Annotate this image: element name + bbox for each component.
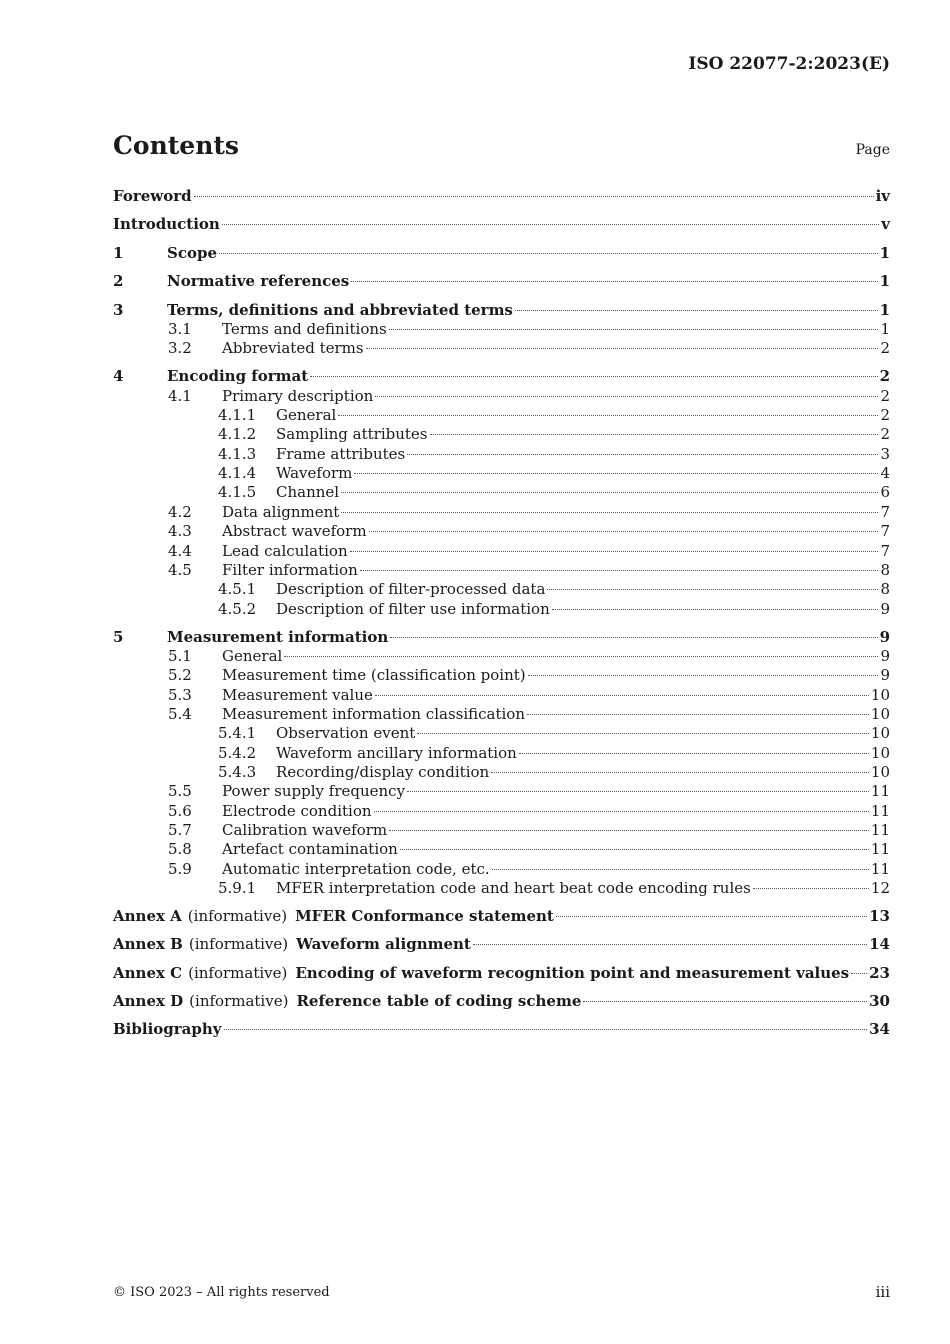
toc-entry-number: 5.2 xyxy=(168,666,192,684)
dot-leader xyxy=(338,415,878,416)
toc-entry[interactable] xyxy=(113,839,890,859)
toc-entry-title: Scope xyxy=(167,244,218,262)
toc-entry-title: Description of filter-processed data xyxy=(276,580,546,598)
toc-entry[interactable] xyxy=(113,405,890,425)
toc-entry-number: 3.2 xyxy=(168,339,192,357)
dot-leader xyxy=(515,310,878,311)
toc-entry-page: 11 xyxy=(870,802,890,820)
toc-entry-page: 9 xyxy=(880,600,890,618)
toc-entry[interactable] xyxy=(113,444,890,464)
toc-entry[interactable] xyxy=(113,186,890,206)
toc-entry-number: 1 xyxy=(113,244,124,262)
toc-entry[interactable] xyxy=(113,243,890,263)
toc-entry-page: 11 xyxy=(870,840,890,858)
footer-page-number: iii xyxy=(875,1283,890,1301)
toc-entry-page: 1 xyxy=(879,244,890,262)
toc-entry[interactable] xyxy=(113,723,890,743)
toc-entry-page: 34 xyxy=(869,1020,890,1038)
toc-entry-number: 3 xyxy=(113,301,124,319)
toc-entry-title: Description of filter use information xyxy=(276,600,550,618)
dot-leader xyxy=(375,695,869,696)
toc-entry-page: 9 xyxy=(880,647,890,665)
toc-entry-title: Measurement information classification xyxy=(222,705,526,723)
toc-entry-title: Power supply frequency xyxy=(222,782,406,800)
toc-entry-number: 5.8 xyxy=(168,840,192,858)
toc-entry-page: 8 xyxy=(880,580,890,598)
toc-entry-title: Normative references xyxy=(167,272,350,290)
toc-entry-page: 1 xyxy=(879,301,890,319)
toc-entry-number: 5.3 xyxy=(168,686,192,704)
toc-entry-number: 5.9.1 xyxy=(218,879,257,897)
toc-entry-title: Frame attributes xyxy=(276,445,406,463)
dot-leader xyxy=(753,888,869,889)
dot-leader xyxy=(374,811,869,812)
dot-leader xyxy=(528,675,879,676)
toc-entry-number: 4.5.1 xyxy=(218,580,257,598)
toc-entry-page: iv xyxy=(875,187,890,205)
toc-entry[interactable] xyxy=(113,743,890,763)
toc-entry[interactable] xyxy=(113,482,890,502)
toc-entry-title: Terms and definitions xyxy=(222,320,387,338)
dot-leader xyxy=(527,714,869,715)
toc-entry-number: 5.6 xyxy=(168,802,192,820)
toc-entry-title: Channel xyxy=(276,483,340,501)
toc-entry[interactable] xyxy=(113,906,890,926)
toc-entry-number: 5 xyxy=(113,628,124,646)
toc-entry-title: Reference table of coding scheme xyxy=(296,992,582,1010)
toc-entry-page: 2 xyxy=(879,367,890,385)
toc-entry-page: 2 xyxy=(880,406,890,424)
dot-leader xyxy=(341,512,878,513)
toc-entry-page: 10 xyxy=(870,763,890,781)
annex-type: (informative) xyxy=(189,992,289,1010)
toc-entry-number: 4.1.5 xyxy=(218,483,257,501)
toc-entry[interactable] xyxy=(113,963,890,983)
toc-entry-page: 1 xyxy=(879,272,890,290)
toc-entry[interactable] xyxy=(113,319,890,339)
table-of-contents xyxy=(113,0,890,1100)
toc-entry-number: 4 xyxy=(113,367,124,385)
toc-entry[interactable] xyxy=(113,781,890,801)
dot-leader xyxy=(851,973,867,974)
dot-leader xyxy=(351,281,877,282)
toc-entry-title: Lead calculation xyxy=(222,542,348,560)
toc-entry-title: Automatic interpretation code, etc. xyxy=(222,860,490,878)
toc-entry[interactable] xyxy=(113,646,890,666)
toc-entry-number: 4.5 xyxy=(168,561,192,579)
annex-label: Annex C xyxy=(113,964,183,982)
dot-leader xyxy=(350,551,879,552)
dot-leader xyxy=(492,869,869,870)
toc-entry-page: 12 xyxy=(870,879,890,897)
annex-label: Annex A xyxy=(113,907,182,925)
toc-entry-number: 4.1.2 xyxy=(218,425,257,443)
toc-entry-title: General xyxy=(222,647,283,665)
annex-label: Annex B xyxy=(113,935,183,953)
toc-entry-title: Calibration waveform xyxy=(222,821,388,839)
toc-entry-title: Waveform xyxy=(276,464,353,482)
footer-copyright: © ISO 2023 – All rights reserved xyxy=(113,1285,330,1300)
dot-leader xyxy=(400,849,869,850)
toc-entry[interactable] xyxy=(113,704,890,724)
dot-leader xyxy=(547,589,878,590)
dot-leader xyxy=(519,753,869,754)
toc-entry-title: Encoding of waveform recognition point and measurement values xyxy=(295,964,850,982)
toc-entry-title: Waveform ancillary information xyxy=(276,744,517,762)
toc-entry[interactable] xyxy=(113,820,890,840)
toc-entry[interactable] xyxy=(113,338,890,358)
toc-entry-title: Observation event xyxy=(276,724,416,742)
toc-entry-number: 2 xyxy=(113,272,124,290)
toc-entry-page: 4 xyxy=(880,464,890,482)
toc-entry[interactable] xyxy=(113,386,890,406)
toc-entry-title: Data alignment xyxy=(222,503,340,521)
toc-entry-page: 7 xyxy=(880,522,890,540)
toc-entry-number: 5.4.3 xyxy=(218,763,257,781)
contents-heading: Contents xyxy=(113,131,240,160)
annex-type: (informative) xyxy=(187,907,288,925)
dot-leader xyxy=(341,492,878,493)
dot-leader xyxy=(389,830,869,831)
toc-entry[interactable] xyxy=(113,366,890,386)
toc-entry-number: 4.1 xyxy=(168,387,192,405)
toc-entry-title: Foreword xyxy=(113,187,192,205)
toc-entry-number: 5.5 xyxy=(168,782,192,800)
toc-entry-title: Artefact contamination xyxy=(222,840,398,858)
toc-entry[interactable] xyxy=(113,579,890,599)
toc-entry-page: 1 xyxy=(880,320,890,338)
dot-leader xyxy=(354,473,878,474)
toc-entry-page: 10 xyxy=(870,744,890,762)
dot-leader xyxy=(552,609,879,610)
toc-entry-title: Primary description xyxy=(222,387,374,405)
dot-leader xyxy=(284,656,878,657)
toc-entry-title: Sampling attributes xyxy=(276,425,428,443)
toc-entry-number: 4.2 xyxy=(168,503,192,521)
toc-entry-page: 7 xyxy=(880,542,890,560)
toc-entry-number: 5.4.1 xyxy=(218,724,257,742)
toc-entry-page: 30 xyxy=(869,992,890,1010)
toc-entry-page: 9 xyxy=(880,666,890,684)
toc-entry-number: 3.1 xyxy=(168,320,192,338)
toc-entry-page: 10 xyxy=(870,724,890,742)
toc-entry-number: 5.1 xyxy=(168,647,192,665)
toc-entry-title: Abstract waveform xyxy=(222,522,367,540)
annex-type: (informative) xyxy=(188,935,289,953)
toc-entry-title: MFER interpretation code and heart beat code encoding rules xyxy=(276,879,751,897)
toc-entry-title: Measurement value xyxy=(222,686,373,704)
toc-entry-title: Measurement information xyxy=(167,628,389,646)
dot-leader xyxy=(222,224,879,225)
toc-entry-number: 4.5.2 xyxy=(218,600,257,618)
toc-entry[interactable] xyxy=(113,685,890,705)
toc-entry-page: 10 xyxy=(870,686,890,704)
dot-leader xyxy=(366,348,879,349)
dot-leader xyxy=(407,454,878,455)
dot-leader xyxy=(491,772,869,773)
toc-entry-page: 9 xyxy=(879,628,890,646)
dot-leader xyxy=(583,1001,867,1002)
toc-entry-page: 11 xyxy=(870,782,890,800)
toc-entry-title: Introduction xyxy=(113,215,220,233)
toc-entry[interactable] xyxy=(113,627,890,647)
toc-entry[interactable] xyxy=(113,300,890,320)
toc-entry-title: Measurement time (classification point) xyxy=(222,666,526,684)
toc-entry-number: 4.4 xyxy=(168,542,192,560)
toc-entry[interactable] xyxy=(113,762,890,782)
toc-entry[interactable] xyxy=(113,599,890,619)
toc-entry-number: 4.1.1 xyxy=(218,406,257,424)
toc-entry[interactable] xyxy=(113,859,890,879)
toc-entry[interactable] xyxy=(113,502,890,522)
dot-leader xyxy=(310,376,877,377)
toc-entry-title: General xyxy=(276,406,337,424)
toc-entry[interactable] xyxy=(113,463,890,483)
toc-entry-title: Abbreviated terms xyxy=(222,339,364,357)
dot-leader xyxy=(556,916,867,917)
toc-entry-title: Terms, definitions and abbreviated terms xyxy=(167,301,513,319)
page-column-label: Page xyxy=(855,142,890,158)
toc-entry-title: Bibliography xyxy=(113,1020,222,1038)
dot-leader xyxy=(219,253,878,254)
toc-entry[interactable] xyxy=(113,541,890,561)
toc-entry-page: 10 xyxy=(870,705,890,723)
toc-entry[interactable] xyxy=(113,665,890,685)
toc-entry-page: 6 xyxy=(880,483,890,501)
dot-leader xyxy=(375,396,878,397)
toc-entry-page: 13 xyxy=(869,907,890,925)
toc-entry-title: Waveform alignment xyxy=(296,935,471,953)
dot-leader xyxy=(430,434,879,435)
toc-entry-page: 23 xyxy=(869,964,890,982)
toc-entry-page: 7 xyxy=(880,503,890,521)
toc-entry-number: 5.4 xyxy=(168,705,192,723)
toc-entry[interactable] xyxy=(113,991,890,1011)
toc-entry-title: Encoding format xyxy=(167,367,309,385)
toc-entry-title: Electrode condition xyxy=(222,802,372,820)
dot-leader xyxy=(417,733,869,734)
toc-entry-number: 4.1.4 xyxy=(218,464,257,482)
toc-entry[interactable] xyxy=(113,271,890,291)
dot-leader xyxy=(194,196,874,197)
dot-leader xyxy=(389,329,879,330)
dot-leader xyxy=(360,570,879,571)
toc-entry-page: 14 xyxy=(869,935,890,953)
toc-entry-page: 8 xyxy=(880,561,890,579)
toc-entry-page: 2 xyxy=(880,339,890,357)
toc-entry-title: Filter information xyxy=(222,561,358,579)
dot-leader xyxy=(224,1029,868,1030)
toc-entry-title: MFER Conformance statement xyxy=(295,907,554,925)
toc-entry-title: Recording/display condition xyxy=(276,763,490,781)
toc-entry-page: 11 xyxy=(870,821,890,839)
toc-entry-page: 2 xyxy=(880,425,890,443)
dot-leader xyxy=(473,944,867,945)
toc-entry[interactable] xyxy=(113,801,890,821)
annex-type: (informative) xyxy=(188,964,288,982)
toc-entry[interactable] xyxy=(113,521,890,541)
dot-leader xyxy=(390,637,877,638)
toc-entry-number: 4.3 xyxy=(168,522,192,540)
toc-entry-page: 2 xyxy=(880,387,890,405)
toc-entry[interactable] xyxy=(113,1019,890,1039)
toc-entry-number: 5.4.2 xyxy=(218,744,257,762)
dot-leader xyxy=(407,791,869,792)
toc-entry[interactable] xyxy=(113,424,890,444)
toc-entry[interactable] xyxy=(113,560,890,580)
document-id: ISO 22077-2:2023(E) xyxy=(688,54,890,74)
toc-entry-page: 3 xyxy=(880,445,890,463)
toc-entry-page: 11 xyxy=(870,860,890,878)
toc-entry[interactable] xyxy=(113,214,890,234)
dot-leader xyxy=(369,531,879,532)
annex-label: Annex D xyxy=(113,992,184,1010)
toc-entry-number: 4.1.3 xyxy=(218,445,257,463)
toc-entry-page: v xyxy=(881,215,890,233)
toc-entry[interactable] xyxy=(113,878,890,898)
toc-entry-number: 5.9 xyxy=(168,860,192,878)
toc-entry-number: 5.7 xyxy=(168,821,192,839)
toc-entry[interactable] xyxy=(113,934,890,954)
